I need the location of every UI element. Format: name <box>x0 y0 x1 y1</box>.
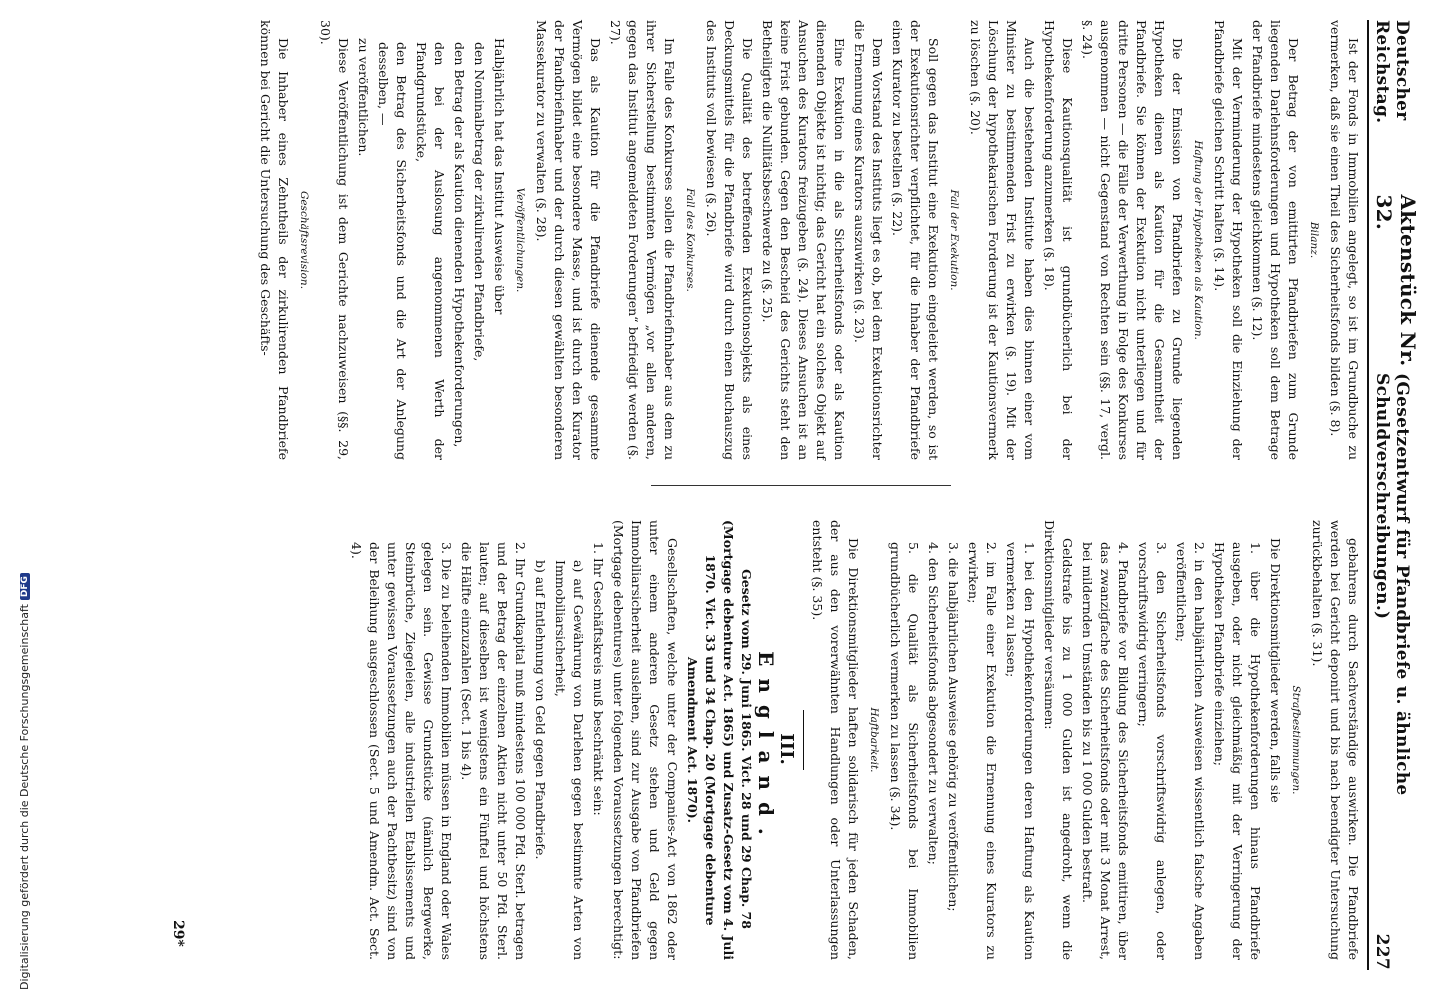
paragraph: Halbjährlich hat das Institut Ausweise über <box>492 38 507 315</box>
document-page <box>116 0 1420 1000</box>
list-item: 1. über die Hypothekenforderungen hinaus Pfandbriefe ausgeben, oder nicht gleichmäßig mit der Verringerung der Hypotheken Pfandbriefe einziehen; <box>1212 542 1263 960</box>
list-item: a) auf Gewährung von Darlehen gegen bestimmte Arten von Immobiliarsicherheit, <box>553 560 586 960</box>
paragraph: Auch die bestehenden Institute haben dies binnen einer vom Minister zu bestimmenden Frist zu erwirken (§. 19). Mit der Löschung der hypothekarischen Forderung ist der Kautionsvermerk zu löschen (§. 20). <box>968 20 1037 460</box>
list-item: 3. den Sicherheitsfonds vorschriftswidrig anlegen, oder vorschriftswidrig verringern; <box>1136 542 1169 960</box>
paragraph: Die Direktionsmitglieder haften solidarisch für jeden Schaden, der aus den vorerwähnten Handlungen oder Unterlassungen entsteht (§. 35). <box>810 520 861 960</box>
header-left: Deutscher Reichstag. <box>1372 20 1412 124</box>
section-subheading: Haftung der Hypotheken als Kaution. <box>1192 140 1204 340</box>
section-title: England. <box>754 651 778 847</box>
paragraph: Diese Veröffentlichung ist dem Gerichte nachzuweisen (§§. 29, 30). <box>318 20 351 460</box>
paragraph: Eine Exekution in die als Sicherheitsfonds oder als Kaution dienenden Objekte ist nichtig; das Gericht hat ein solches Objekt auf Ansuchen des Kurators freizugeben (§. 24). Dieses Ansuchen ist an keine Frist gebunden. Gegen den Bescheid des Gerichts steht den Betheiligten die Nullitätsbeschwerde zu (§. 25). <box>760 20 847 460</box>
right-column <box>345 520 1362 960</box>
paragraph: Gesellschaften, welche unter der Companies-Act von 1862 oder unter einem anderen Gesetz stehen und Geld gegen Immobiliarsicherheit ausleihen, sind zur Ausgabe von Pfandbriefen (Mortgage debentures) unter folgenden Voraussetzungen berechtigt: <box>611 520 680 960</box>
credit-text: Digitalisierung gefördert durch die Deutsche Forschungsgemeinschaft <box>18 604 31 990</box>
section-subheading: Bilanz. <box>1308 221 1320 259</box>
list-item: 2. Ihr Grundkapital muß mindestens 100 000 Pfd. Sterl. betragen und der Betrag der einzelnen Aktien nicht unter 50 Pfd. Sterl. lauten; auf dieselben ist wenigstens ein Fünftel und höchstens die Hälfte einzuzahlen (Sect. 1 bis 4). <box>459 542 528 960</box>
list-item: den Betrag des Sicherheitsfonds und die Art der Anlegung desselben, — <box>376 42 409 460</box>
list-item: 3. die halbjährlichen Ausweise gehörig zu veröffentlichen; <box>946 542 961 912</box>
list-item: 2. in den halbjährlichen Ausweisen wissentlich falsche Angaben veröffentlichen; <box>1174 542 1207 960</box>
paragraph: Der Betrag der von emittirten Pfandbriefen zum Grunde liegenden Darlehnsforderungen und Hypotheken soll dem Betrage der Pfandbriefe mindestens gleichkommen (§. 12). <box>1250 20 1301 460</box>
list-item: 1. bei den Hypothekenforderungen deren Haftung als Kaution vermerken zu lassen; <box>1004 542 1037 960</box>
list-item: 4. Pfandbriefe vor Bildung des Sicherheitsfonds emittiren, über das zwanzigfache des Sicherheitsfonds oder mit 3 Monat Arrest, bei mildernden Umständen bis zu 1 000 Gulden bestraft. <box>1080 542 1131 960</box>
list-item: 1. Ihr Geschäftskreis muß beschränkt sein: <box>591 542 606 816</box>
paragraph: Ist der Fonds in Immobilien angelegt, so ist im Grundbuche zu vermerken, daß sie einen Theil des Sicherheitsfonds bilden (§. 8). <box>1328 20 1361 460</box>
header-center: Aktenstück Nr. 32. <box>1372 194 1420 367</box>
law-heading: Gesetz vom 29. Juni 1865. Vict. 28 und 29 Chap. 78 (Mortgage debenture Act. 1865) und Zusatz-Gesetz vom 4. Juli 1870. Vict. 33 und 34 Chap. 20 (Mortgage debenture Amendment Act. 1870). <box>685 520 754 961</box>
dfg-logo-icon: DFG <box>20 573 30 600</box>
section-subheading: Haftbarkeit. <box>868 707 880 773</box>
list-item: 5. die Qualität als Sicherheitsfonds bei Immobilien grundbücherlich vermerken zu lassen (§. 34). <box>888 542 921 960</box>
section-rule <box>803 710 804 770</box>
header-right: (Gesetzentwurf für Pfandbriefe u. ähnliche Schuldverschreibungen.) <box>1372 373 1412 796</box>
left-column <box>254 20 1362 460</box>
list-item: den Betrag der als Kaution dienenden Hypothekenforderungen, <box>452 42 467 448</box>
page-header <box>1367 20 1420 970</box>
section-subheading: Fall der Exekution. <box>948 189 960 291</box>
paragraph: Mit der Verminderung der Hypotheken soll die Einziehung der Pfandbriefe gleichen Schritt halten (§. 14). <box>1212 20 1245 460</box>
list-item: 4. den Sicherheitsfonds abgesondert zu verwalten; <box>926 542 941 865</box>
list-item: 2. im Falle einer Exekution die Ernennung eines Kurators zu erwirken; <box>966 542 999 960</box>
paragraph: Geldstrafe bis zu 1 000 Gulden ist angedroht, wenn die Direktionsmitglieder versäumen: <box>1042 520 1075 960</box>
paragraph: Dem Vorstand des Instituts liegt es ob, bei dem Exekutionsrichter die Ernennung eines Kurators auszuwirken (§. 23). <box>852 20 885 460</box>
right-column-bottom <box>347 520 755 960</box>
list-item: den bei der Auslosung angenommenen Werth der Pfandgrundstücke, <box>414 42 447 460</box>
section-subheading: Strafbestimmungen. <box>1290 685 1302 795</box>
paragraph: Diese Kautionsqualität ist grundbücherlich bei der Hypothekenforderung anzumerken (§. 18). <box>1042 20 1075 460</box>
page-number: 227 <box>1372 933 1392 970</box>
paragraph: Soll gegen das Institut eine Exekution eingeleitet werden, so ist der Exekutionsrichter verpflichtet, für die Inhaber der Pfandbriefe einen Kurator zu bestellen (§. 22). <box>890 20 941 460</box>
digitization-credit <box>18 10 31 990</box>
signature-mark: 29* <box>170 920 186 947</box>
list-item: den Nominalbetrag der zirkulirenden Pfandbriefe, <box>472 42 487 362</box>
paragraph: Die Qualität des betreffenden Exekutionsobjekts als eines Deckungsmittels für die Pfandbriefe wird durch einen Buchauszug des Instituts voll bewiesen (§. 26). <box>704 20 755 460</box>
paragraph: Die Inhaber eines Zehntheils der zirkulirenden Pfandbriefe können bei Gericht die Untersuchung des Geschäfts- <box>258 20 291 460</box>
section-subheading: Veröffentlichungen. <box>514 187 526 293</box>
section-number: III. <box>776 733 797 765</box>
section-subheading: Geschäftsrevision. <box>298 190 310 290</box>
digitization-sidebar <box>0 0 31 1000</box>
paragraph: Die der Emission von Pfandbriefen zu Grunde liegenden Hypotheken dienen als Kaution für die Gesammtheit der Pfandbriefe. Sie können der Exekution nicht unterliegen und für dritte Personen — die Fälle der Verwerthung in Folge des Konkurses ausgenommen — nicht Gegenstand von Rechten sein (§§. 17, vergl. §. 24). <box>1080 20 1185 460</box>
section-subheading: Fall des Konkurses. <box>684 188 696 292</box>
paragraph: zu veröffentlichen. <box>356 38 371 157</box>
paragraph: Das als Kaution für die Pfandbriefe dienende gesammte Vermögen bildet eine besondere Masse, und ist durch den Kurator der Pfandbriefinhaber und der durch diesen gewählten besonderen Massekurator zu verwalten (§. 28). <box>534 20 603 460</box>
paragraph: Die Direktionsmitglieder werden, falls sie <box>1268 538 1283 803</box>
paragraph: Im Falle des Konkurses sollen die Pfandbriefinhaber aus dem zu ihrer Sicherstellung bestimmten Vermögen „vor allen anderen, gegen das Institut angemeldeten Forderungen“ befriedigt werden (§. 27). <box>608 20 677 460</box>
column-divider <box>651 485 951 486</box>
paragraph: gebahrens durch Sachverständige auswirken. Die Pfandbriefe werden bei Gericht deponirt und bis nach beendigter Untersuchung zurückbehalten (§. 31). <box>1310 520 1361 960</box>
list-item: 3. Die zu beleihenden Immobilien müssen in England oder Wales gelegen sein. Gewisse Grundstücke (nämlich Bergwerke, Steinbrüche, Ziegeleien, alle industriellen Etablissements und unter gewissen Voraussetzungen auch der Pachtbesitz) sind von der Beleihung ausgeschlossen (Sect. 5 und Amendm. Act. Sect. 4). <box>349 542 454 960</box>
list-item: b) auf Entlehnung von Geld gegen Pfandbriefe. <box>533 560 548 860</box>
right-column-top <box>808 520 1362 960</box>
